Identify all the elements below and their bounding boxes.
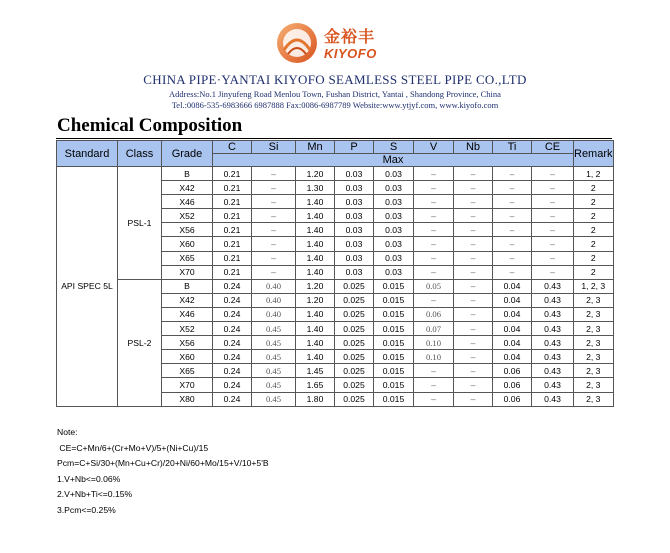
header-max: Max xyxy=(213,154,574,167)
cell-remark: 2, 3 xyxy=(574,336,614,350)
cell-remark: 1, 2 xyxy=(574,167,614,181)
cell-value: 1.40 xyxy=(296,195,335,209)
cell-value: 0.03 xyxy=(335,223,374,237)
cell-value: 0.025 xyxy=(335,307,374,321)
cell-value: 0.24 xyxy=(213,378,252,392)
cell-class: PSL-2 xyxy=(118,279,162,406)
header-remark: Remark xyxy=(574,141,614,167)
cell-value: 0.015 xyxy=(374,350,414,364)
cell-value: 0.015 xyxy=(374,279,414,293)
cell-value: 1.40 xyxy=(296,350,335,364)
cell-value: 1.80 xyxy=(296,392,335,406)
cell-value: 0.40 xyxy=(252,279,296,293)
cell-value: 0.40 xyxy=(252,307,296,321)
cell-value: 1.40 xyxy=(296,336,335,350)
cell-value: – xyxy=(532,265,574,279)
cell-value: 0.04 xyxy=(493,350,532,364)
cell-value: 1.20 xyxy=(296,167,335,181)
cell-standard: API SPEC 5L xyxy=(57,167,118,407)
cell-value: 0.04 xyxy=(493,322,532,336)
cell-value: 0.21 xyxy=(213,237,252,251)
cell-value: 0.025 xyxy=(335,293,374,307)
cell-value: 0.24 xyxy=(213,392,252,406)
cell-value: 0.025 xyxy=(335,392,374,406)
cell-value: – xyxy=(454,265,493,279)
cell-remark: 2, 3 xyxy=(574,350,614,364)
cell-grade: X65 xyxy=(162,364,213,378)
header-element-mn: Mn xyxy=(296,141,335,154)
kiyofo-emblem-icon xyxy=(274,20,320,66)
cell-value: – xyxy=(454,279,493,293)
cell-value: 0.43 xyxy=(532,279,574,293)
cell-value: 0.06 xyxy=(414,307,454,321)
cell-value: – xyxy=(454,209,493,223)
cell-grade: X65 xyxy=(162,251,213,265)
cell-value: – xyxy=(493,237,532,251)
cell-value: 0.025 xyxy=(335,378,374,392)
cell-value: 0.43 xyxy=(532,392,574,406)
table-row xyxy=(57,279,614,293)
header-element-s: S xyxy=(374,141,414,154)
cell-value: 1.65 xyxy=(296,378,335,392)
cell-remark: 2, 3 xyxy=(574,364,614,378)
table-body xyxy=(57,167,614,407)
cell-value: 0.03 xyxy=(374,167,414,181)
cell-value: – xyxy=(532,181,574,195)
cell-grade: X80 xyxy=(162,392,213,406)
cell-value: 0.21 xyxy=(213,181,252,195)
cell-value: – xyxy=(454,237,493,251)
cell-value: – xyxy=(414,237,454,251)
cell-value: 0.03 xyxy=(374,223,414,237)
cell-remark: 2, 3 xyxy=(574,307,614,321)
cell-value: 0.03 xyxy=(374,181,414,195)
company-contact: Tel.:0086-535-6983666 6987888 Fax:0086-6987789 Website:www.ytjyf.com, www.kiyofo.com xyxy=(171,100,499,110)
cell-value: – xyxy=(493,167,532,181)
cell-value: – xyxy=(493,181,532,195)
cell-value: 0.07 xyxy=(414,322,454,336)
cell-grade: X60 xyxy=(162,237,213,251)
cell-value: 0.24 xyxy=(213,293,252,307)
header-element-c: C xyxy=(213,141,252,154)
cell-value: – xyxy=(252,181,296,195)
cell-value: 1.20 xyxy=(296,279,335,293)
cell-remark: 2 xyxy=(574,237,614,251)
cell-value: – xyxy=(532,209,574,223)
cell-value: – xyxy=(532,223,574,237)
company-name: CHINA PIPE·YANTAI KIYOFO SEAMLESS STEEL PIPE CO.,LTD xyxy=(143,72,527,87)
cell-value: – xyxy=(414,223,454,237)
cell-value: 0.015 xyxy=(374,307,414,321)
cell-value: – xyxy=(454,392,493,406)
cell-remark: 2 xyxy=(574,181,614,195)
header-element-nb: Nb xyxy=(454,141,493,154)
cell-value: 0.03 xyxy=(374,265,414,279)
cell-class: PSL-1 xyxy=(118,167,162,280)
note-3: 3.Pcm<=0.25% xyxy=(57,504,116,515)
cell-remark: 2, 3 xyxy=(574,378,614,392)
cell-value: – xyxy=(252,195,296,209)
cell-value: – xyxy=(252,209,296,223)
cell-value: 0.03 xyxy=(335,265,374,279)
cell-value: 0.24 xyxy=(213,279,252,293)
cell-value: 0.05 xyxy=(414,279,454,293)
cell-value: 0.03 xyxy=(335,195,374,209)
note-1: 1.V+Nb<=0.06% xyxy=(57,473,121,484)
cell-value: – xyxy=(414,209,454,223)
cell-grade: X42 xyxy=(162,181,213,195)
cell-value: – xyxy=(454,195,493,209)
cell-value: – xyxy=(454,364,493,378)
cell-value: 0.24 xyxy=(213,350,252,364)
cell-value: 1.30 xyxy=(296,181,335,195)
cell-value: 0.24 xyxy=(213,336,252,350)
cell-value: – xyxy=(454,167,493,181)
cell-grade: X70 xyxy=(162,265,213,279)
cell-value: 0.03 xyxy=(374,251,414,265)
cell-value: 0.06 xyxy=(493,364,532,378)
cell-value: 0.21 xyxy=(213,195,252,209)
cell-value: – xyxy=(454,223,493,237)
cell-value: – xyxy=(414,195,454,209)
cell-value: – xyxy=(532,167,574,181)
cell-value: 0.45 xyxy=(252,336,296,350)
cell-value: – xyxy=(252,167,296,181)
cell-value: 0.03 xyxy=(374,195,414,209)
letterhead xyxy=(0,0,670,112)
cell-remark: 2 xyxy=(574,209,614,223)
cell-value: 1.40 xyxy=(296,223,335,237)
cell-value: 0.45 xyxy=(252,364,296,378)
cell-value: 0.24 xyxy=(213,322,252,336)
cell-value: 1.40 xyxy=(296,322,335,336)
header-element-p: P xyxy=(335,141,374,154)
cell-value: – xyxy=(414,181,454,195)
cell-value: – xyxy=(493,251,532,265)
cell-grade: X46 xyxy=(162,195,213,209)
header-standard: Standard xyxy=(57,141,118,167)
cell-value: 0.015 xyxy=(374,336,414,350)
notes-section xyxy=(57,425,269,518)
title-divider xyxy=(56,138,612,139)
cell-value: – xyxy=(454,336,493,350)
cell-value: 0.21 xyxy=(213,223,252,237)
header-element-ti: Ti xyxy=(493,141,532,154)
notes-label: Note: xyxy=(57,427,78,437)
cell-value: 0.015 xyxy=(374,364,414,378)
cell-value: – xyxy=(454,307,493,321)
cell-grade: X60 xyxy=(162,350,213,364)
cell-value: 0.06 xyxy=(493,392,532,406)
cell-remark: 2 xyxy=(574,265,614,279)
note-ce-formula: CE=C+Mn/6+(Cr+Mo+V)/5+(Ni+Cu)/15 xyxy=(57,442,209,453)
cell-value: – xyxy=(414,364,454,378)
header-grade: Grade xyxy=(162,141,213,167)
cell-value: 0.06 xyxy=(493,378,532,392)
cell-value: 0.43 xyxy=(532,293,574,307)
cell-value: – xyxy=(532,251,574,265)
cell-value: – xyxy=(493,223,532,237)
cell-remark: 2 xyxy=(574,251,614,265)
cell-value: 1.45 xyxy=(296,364,335,378)
cell-value: – xyxy=(532,237,574,251)
cell-value: 0.04 xyxy=(493,279,532,293)
cell-remark: 1, 2, 3 xyxy=(574,279,614,293)
cell-value: 0.43 xyxy=(532,336,574,350)
cell-grade: B xyxy=(162,167,213,181)
cell-value: 0.025 xyxy=(335,364,374,378)
cell-value: – xyxy=(493,265,532,279)
cell-remark: 2 xyxy=(574,223,614,237)
cell-value: 0.43 xyxy=(532,350,574,364)
cell-value: – xyxy=(454,293,493,307)
cell-value: – xyxy=(252,223,296,237)
cell-grade: X70 xyxy=(162,378,213,392)
cell-value: 0.04 xyxy=(493,293,532,307)
cell-value: – xyxy=(252,237,296,251)
cell-value: 0.45 xyxy=(252,378,296,392)
cell-value: 0.21 xyxy=(213,167,252,181)
cell-grade: X56 xyxy=(162,336,213,350)
cell-remark: 2, 3 xyxy=(574,322,614,336)
cell-value: 0.21 xyxy=(213,251,252,265)
header-element-v: V xyxy=(414,141,454,154)
cell-value: – xyxy=(414,293,454,307)
cell-remark: 2 xyxy=(574,195,614,209)
cell-value: 0.03 xyxy=(335,251,374,265)
cell-value: 0.03 xyxy=(374,209,414,223)
cell-value: 1.40 xyxy=(296,265,335,279)
cell-value: 0.40 xyxy=(252,293,296,307)
cell-value: – xyxy=(454,350,493,364)
cell-value: 0.025 xyxy=(335,350,374,364)
cell-value: 1.40 xyxy=(296,251,335,265)
cell-value: 0.21 xyxy=(213,265,252,279)
cell-value: 0.21 xyxy=(213,209,252,223)
cell-value: – xyxy=(454,251,493,265)
cell-value: – xyxy=(493,195,532,209)
cell-grade: X56 xyxy=(162,223,213,237)
cell-value: 0.10 xyxy=(414,336,454,350)
chemical-composition-table xyxy=(56,140,614,407)
cell-value: 1.40 xyxy=(296,209,335,223)
cell-grade: X42 xyxy=(162,293,213,307)
cell-remark: 2, 3 xyxy=(574,293,614,307)
cell-value: – xyxy=(414,251,454,265)
cell-grade: B xyxy=(162,279,213,293)
cell-value: 0.43 xyxy=(532,322,574,336)
cell-value: – xyxy=(454,378,493,392)
cell-value: – xyxy=(414,392,454,406)
cell-value: 0.24 xyxy=(213,307,252,321)
cell-value: 0.025 xyxy=(335,322,374,336)
cell-value: 0.025 xyxy=(335,279,374,293)
cell-value: 0.015 xyxy=(374,392,414,406)
cell-value: 0.015 xyxy=(374,293,414,307)
cell-value: 0.04 xyxy=(493,336,532,350)
cell-value: 0.03 xyxy=(335,181,374,195)
company-logo xyxy=(274,20,404,66)
cell-value: 0.45 xyxy=(252,350,296,364)
cell-value: – xyxy=(414,378,454,392)
note-2: 2.V+Nb+Ti<=0.15% xyxy=(57,489,133,499)
header-element-si: Si xyxy=(252,141,296,154)
cell-value: 0.10 xyxy=(414,350,454,364)
cell-value: 0.03 xyxy=(374,237,414,251)
cell-value: – xyxy=(454,181,493,195)
cell-value: – xyxy=(454,322,493,336)
cell-value: 0.45 xyxy=(252,322,296,336)
cell-value: 0.45 xyxy=(252,392,296,406)
cell-value: 0.03 xyxy=(335,209,374,223)
cell-value: 0.43 xyxy=(532,307,574,321)
cell-value: 0.03 xyxy=(335,167,374,181)
cell-value: 0.025 xyxy=(335,336,374,350)
note-pcm-formula: Pcm=C+Si/30+(Mn+Cu+Cr)/20+Ni/60+Mo/15+V/10+5'B xyxy=(57,458,269,468)
cell-value: 0.015 xyxy=(374,378,414,392)
cell-value: – xyxy=(493,209,532,223)
header-element-ce: CE xyxy=(532,141,574,154)
cell-value: 0.43 xyxy=(532,378,574,392)
cell-value: 0.03 xyxy=(335,237,374,251)
cell-value: 1.40 xyxy=(296,307,335,321)
table-row xyxy=(57,167,614,181)
cell-value: 0.43 xyxy=(532,364,574,378)
cell-grade: X52 xyxy=(162,209,213,223)
company-address: Address:No.1 Jinyufeng Road Menlou Town, Fushan District, Yantai , Shandong Province, China xyxy=(169,89,501,99)
cell-value: 0.24 xyxy=(213,364,252,378)
logo-chinese-name: 金裕丰 xyxy=(324,27,376,46)
cell-value: 1.40 xyxy=(296,237,335,251)
cell-value: 0.04 xyxy=(493,307,532,321)
cell-value: – xyxy=(414,167,454,181)
cell-grade: X52 xyxy=(162,322,213,336)
page-title: Chemical Composition xyxy=(57,115,243,136)
cell-remark: 2, 3 xyxy=(574,392,614,406)
logo-english-name: KIYOFO xyxy=(324,46,377,61)
cell-grade: X46 xyxy=(162,307,213,321)
cell-value: 0.015 xyxy=(374,322,414,336)
cell-value: – xyxy=(252,251,296,265)
header-class: Class xyxy=(118,141,162,167)
cell-value: – xyxy=(252,265,296,279)
cell-value: – xyxy=(532,195,574,209)
cell-value: 1.20 xyxy=(296,293,335,307)
cell-value: – xyxy=(414,265,454,279)
